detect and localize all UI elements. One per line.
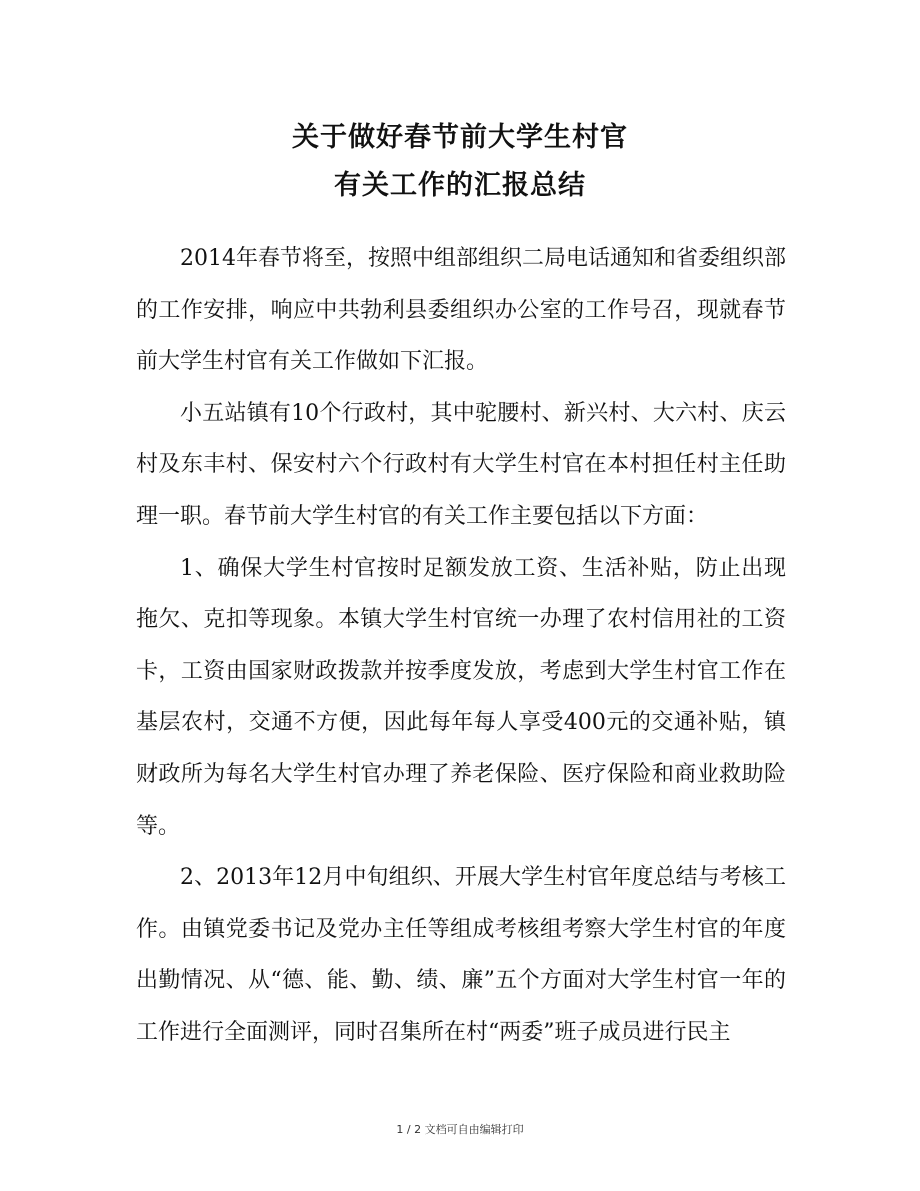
paragraph-intro: 2014年春节将至，按照中组部组织二局电话通知和省委组织部的工作安排，响应中共勃利县委组织办公室的工作号召，现就春节前大学生村官有关工作做如下汇报。 — [136, 246, 786, 375]
paragraph-item-2: 2、2013年12月中旬组织、开展大学生村官年度总结与考核工作。由镇党委书记及党办主任等组成考核组考察大学生村官的年度出勤情况、从“德、能、勤、绩、廉”五个方面对大学生村官一年的工作进行全面测评，同时召集所在村“两委”班子成员进行民主 — [136, 865, 786, 1045]
title-line-2: 有关工作的汇报总结 — [334, 170, 586, 201]
document-body — [136, 233, 786, 1059]
paragraph-village-overview: 小五站镇有10个行政村，其中驼腰村、新兴村、大六村、庆云村及东丰村、保安村六个行政村有大学生村官在本村担任村主任助理一职。春节前大学生村官的有关工作主要包括以下方面： — [136, 400, 786, 529]
title-line-1: 关于做好春节前大学生村官 — [292, 122, 628, 153]
paragraph-item-1: 1、确保大学生村官按时足额发放工资、生活补贴，防止出现拖欠、克扣等现象。本镇大学生村官统一办理了农村信用社的工资卡，工资由国家财政拨款并按季度发放，考虑到大学生村官工作在基层农村，交通不方便，因此每年每人享受400元的交通补贴，镇财政所为每名大学生村官办理了养老保险、医疗保险和商业救助险等。 — [136, 555, 786, 839]
page-footer: 1 / 2 文档可自由编辑打印 — [396, 1123, 524, 1136]
document-title — [0, 114, 920, 210]
